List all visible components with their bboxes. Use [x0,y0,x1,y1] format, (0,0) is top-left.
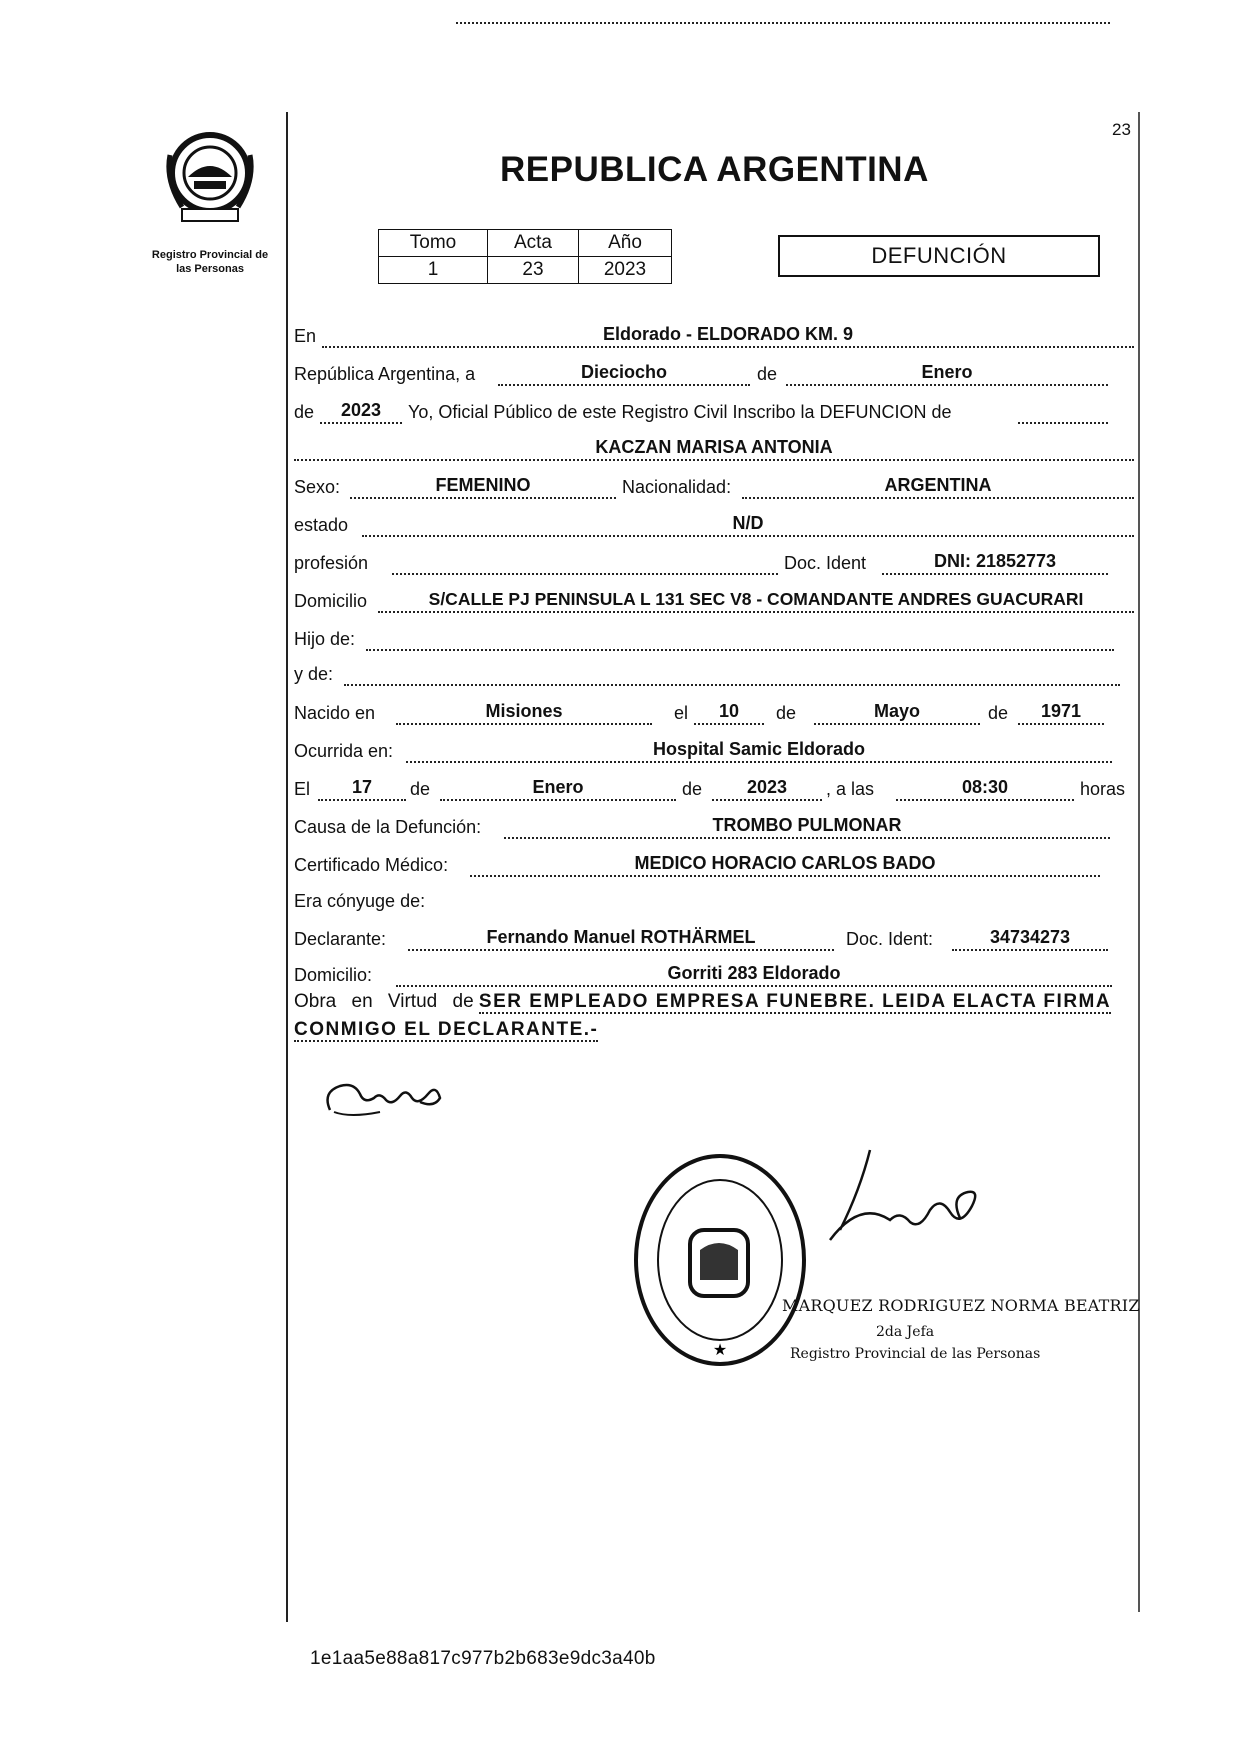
profesion-field [392,551,778,575]
hijo-label: Hijo de: [294,629,356,649]
nacido-mes-field: Mayo [814,701,980,725]
causa-label: Causa de la Defunción: [294,817,482,837]
declarant-signature [320,1072,450,1120]
profesion-label: profesión [294,553,369,573]
doc-label: Doc. Ident [784,553,867,573]
el-label: el [674,703,689,723]
reference-table [378,229,672,284]
acta-header: Acta [488,230,579,257]
official-name: MARQUEZ RODRIGUEZ NORMA BEATRIZ [782,1296,1140,1315]
conyuge-label: Era cónyuge de: [294,891,426,911]
def-dia-field: 17 [318,777,406,801]
de-label-6: de [682,779,703,799]
en-label: En [294,326,317,346]
nacionalidad-field: ARGENTINA [742,475,1134,499]
deceased-name-field: KACZAN MARISA ANTONIA [294,437,1134,461]
right-margin-line [1138,112,1140,1612]
def-anio-field: 2023 [712,777,822,801]
sexo-label: Sexo: [294,477,341,497]
alas-label: , a las [826,779,875,799]
def-mes-field: Enero [440,777,676,801]
sexo-field: FEMENINO [350,475,616,499]
de-label-3: de [776,703,797,723]
nacionalidad-label: Nacionalidad: [622,477,732,497]
conyuge-field [456,0,1110,24]
nacido-dia-field: 10 [694,701,764,725]
ocurrida-field: Hospital Samic Eldorado [406,739,1112,763]
tomo-header: Tomo [379,230,488,257]
doc2-field: 34734273 [952,927,1108,951]
misiones-seal-logo [160,125,260,225]
nacido-anio-field: 1971 [1018,701,1104,725]
horas-label: horas [1080,779,1126,799]
month-field: Enero [786,362,1108,386]
yde-label: y de: [294,664,334,684]
registry-caption: Registro Provincial de las Personas [151,249,269,275]
obra-label: Obra en Virtud de [294,991,474,1012]
year-field: 2023 [320,400,402,424]
domicilio2-label: Domicilio: [294,965,373,985]
obra-paragraph [294,988,1134,1044]
cert-label: Certificado Médico: [294,855,449,875]
record-type-box: DEFUNCIÓN [778,235,1100,277]
doc-field: DNI: 21852773 [882,551,1108,575]
place-field: Eldorado - ELDORADO KM. 9 [322,324,1134,348]
yde-field [344,662,1120,686]
nacido-label: Nacido en [294,703,376,723]
domicilio-field: S/CALLE PJ PENINSULA L 131 SEC V8 - COMANDANTE ANDRES GUACURARI [378,589,1134,613]
official-office: Registro Provincial de las Personas [790,1346,1041,1362]
domicilio-label: Domicilio [294,591,368,611]
causa-field: TROMBO PULMONAR [504,815,1110,839]
official-stamp [628,1150,808,1370]
de-label-5: de [410,779,431,799]
anio-header: Año [579,230,672,257]
left-margin-line [286,112,288,1622]
document-hash: 1e1aa5e88a817c977b2b683e9dc3a40b [310,1648,656,1669]
inscribo-trail [1018,400,1108,424]
domicilio2-field: Gorriti 283 Eldorado [396,963,1112,987]
anio-value: 2023 [579,257,672,284]
estado-field: N/D [362,513,1134,537]
declarante-field: Fernando Manuel ROTHÄRMEL [408,927,834,951]
hora-field: 08:30 [896,777,1074,801]
svg-text:★: ★ [712,1340,728,1359]
obra-text: SER EMPLEADO EMPRESA FUNEBRE. LEIDA ELACTA FIRMA CONMIGO EL DECLARANTE.- [294,991,1112,1040]
doc2-label: Doc. Ident: [846,929,934,949]
cert-field: MEDICO HORACIO CARLOS BADO [470,853,1100,877]
page-title: REPUBLICA ARGENTINA [500,150,929,189]
day-field: Dieciocho [498,362,750,386]
hijo-field [366,627,1114,651]
inscribo-text: Yo, Oficial Público de este Registro Civil Inscribo la DEFUNCION de [408,402,952,422]
tomo-value: 1 [379,257,488,284]
de-label-4: de [988,703,1009,723]
acta-value: 23 [488,257,579,284]
el-cap-label: El [294,779,311,799]
page-number: 23 [1112,120,1131,139]
nacido-lugar-field: Misiones [396,701,652,725]
official-role: 2da Jefa [876,1324,935,1340]
republica-label: República Argentina, a [294,364,476,384]
de-label: de [757,364,778,384]
official-signature [800,1140,990,1250]
de-label-2: de [294,402,315,422]
ocurrida-label: Ocurrida en: [294,741,394,761]
declarante-label: Declarante: [294,929,387,949]
estado-label: estado [294,515,349,535]
